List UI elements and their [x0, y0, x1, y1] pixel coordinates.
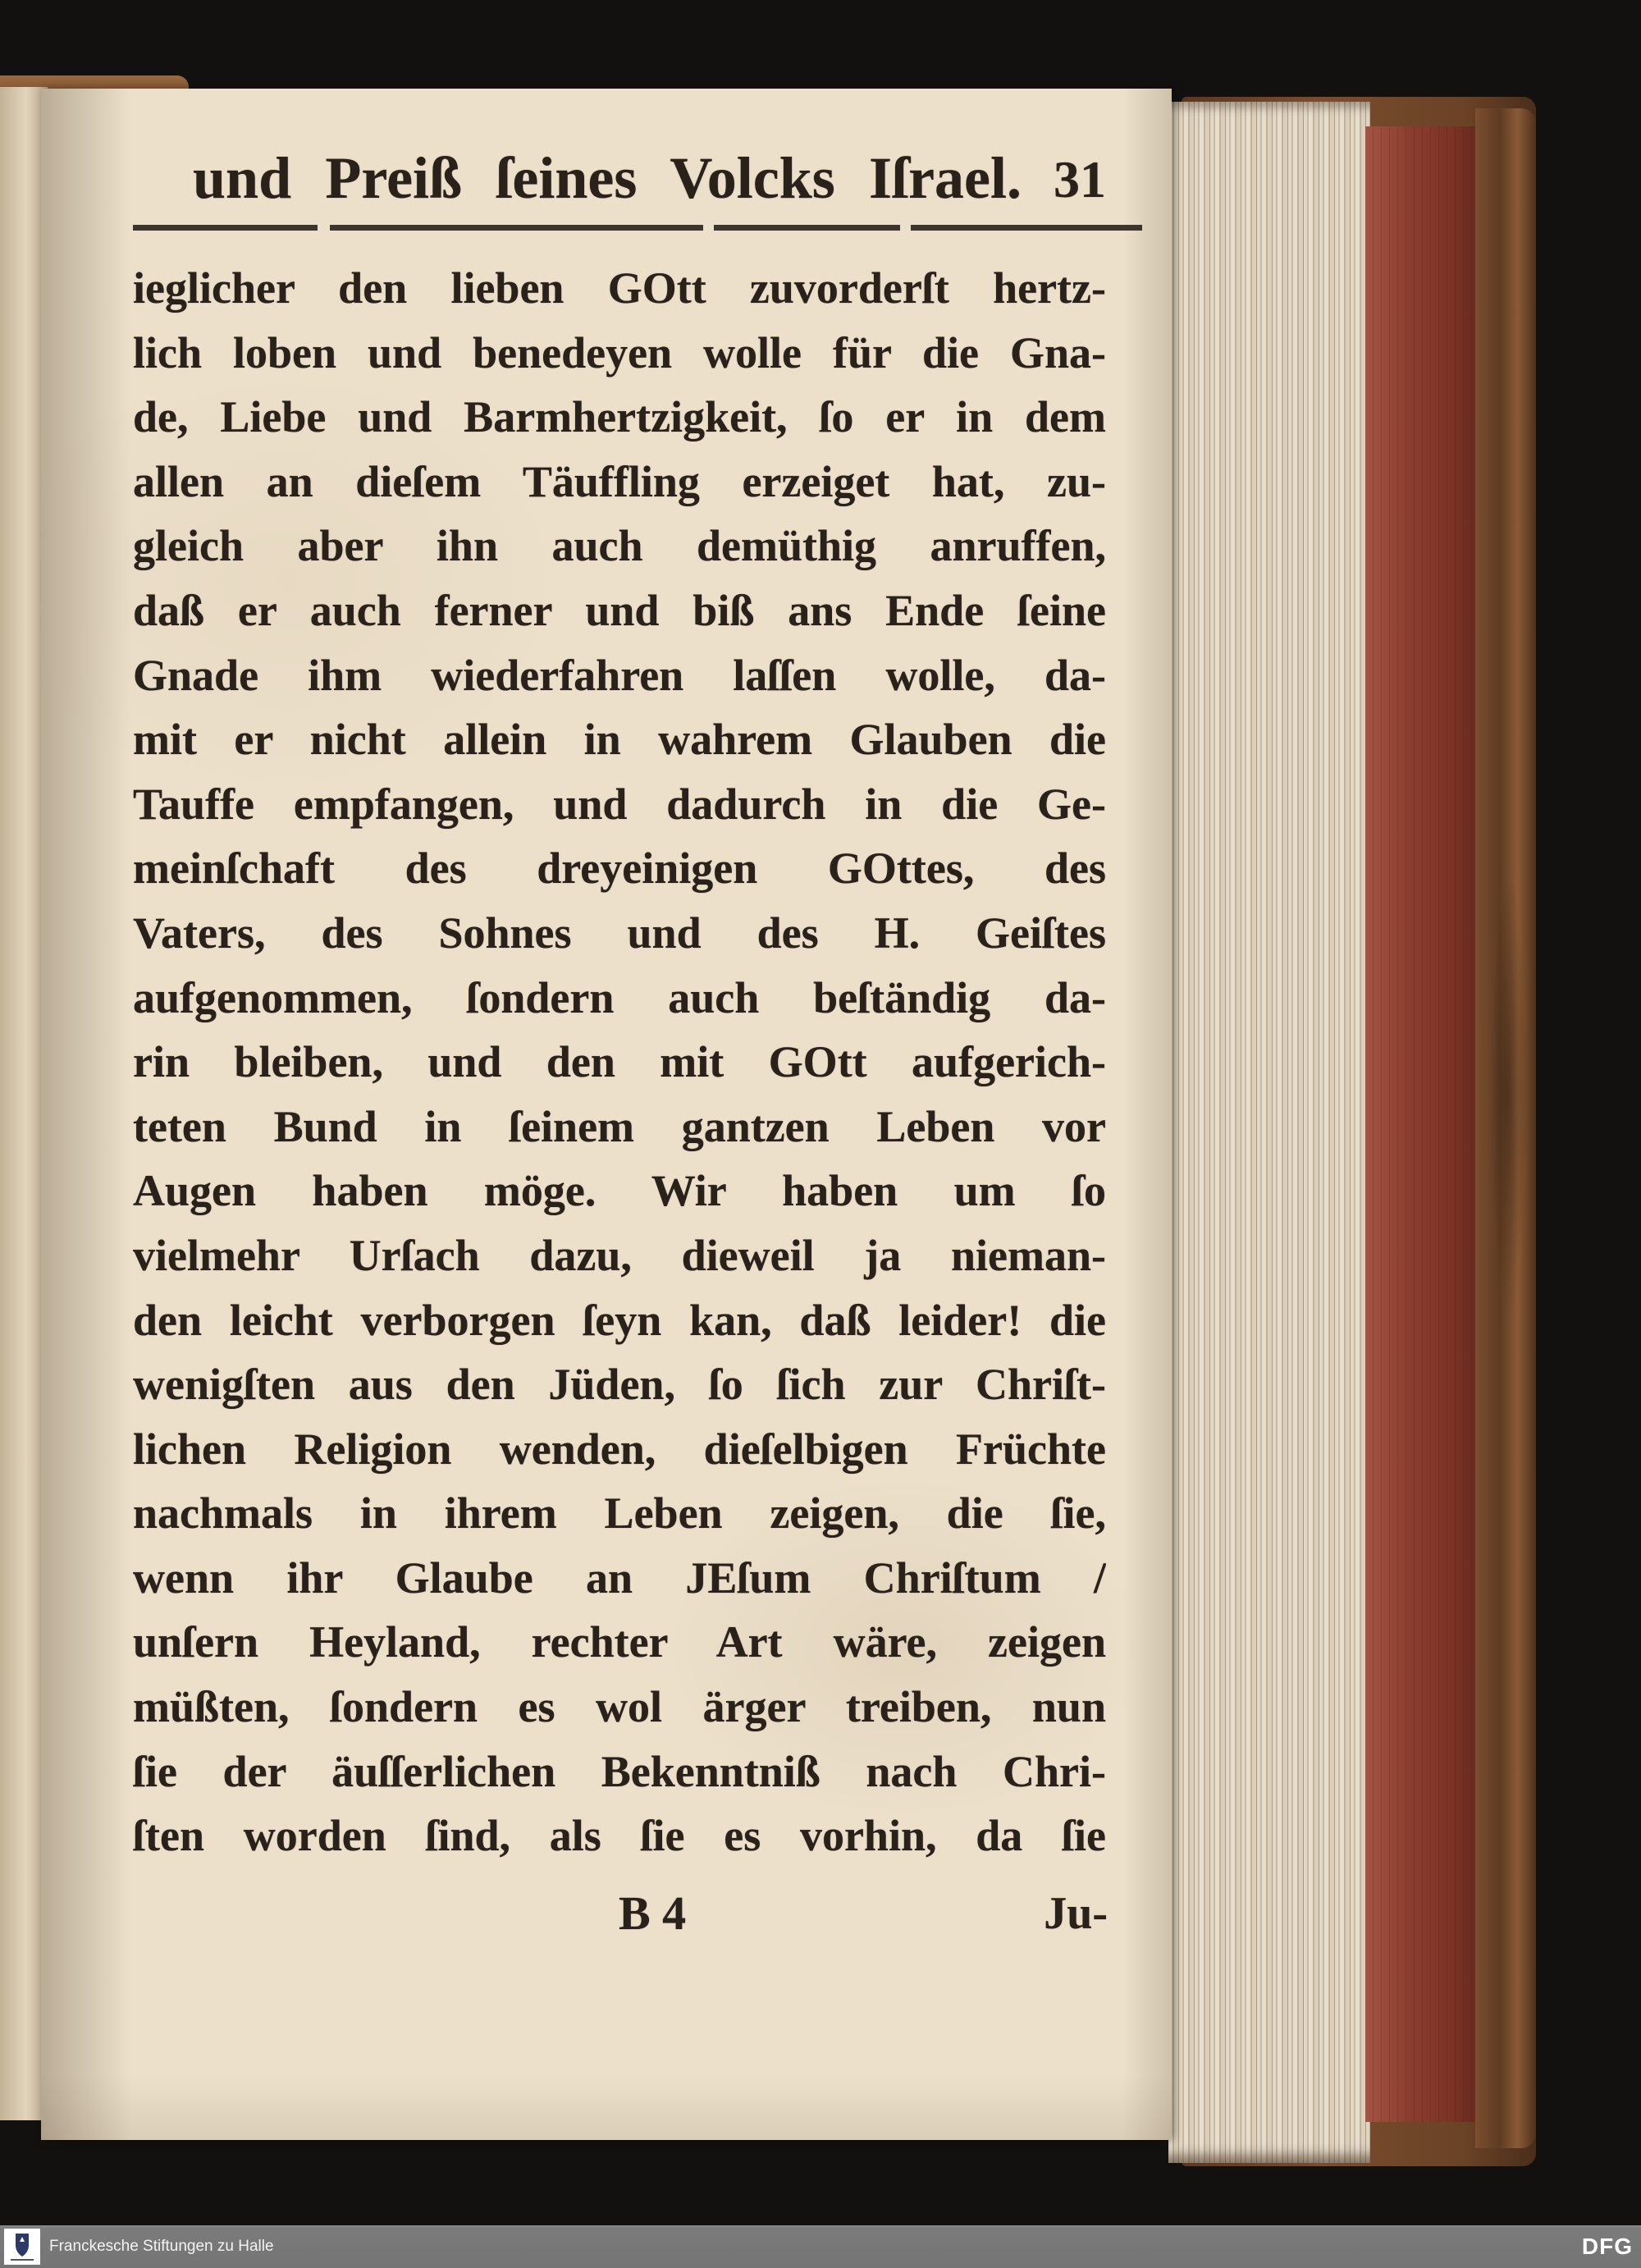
text-line: lichen Religion wenden, dieſelbigen Früchte: [133, 1424, 1106, 1474]
text-line: Augen haben möge. Wir haben um ſo: [133, 1166, 1106, 1216]
text-line: den leicht verborgen ſeyn kan, daß leider! die: [133, 1295, 1106, 1345]
text-line: lich loben und benedeyen wolle für die Gna-: [133, 327, 1106, 377]
text-line: gleich aber ihn auch demüthig anruffen,: [133, 521, 1106, 571]
page-fore-edge: [1168, 102, 1370, 2163]
dfg-logo: DFG: [1581, 2234, 1633, 2259]
running-head: und Preiß ſeines Volcks Iſrael.: [193, 145, 1022, 211]
text-line: wenigſten aus den Jüden, ſo ſich zur Chriſt-: [133, 1360, 1106, 1410]
catchword: Ju-: [1044, 1888, 1108, 1939]
institution-name: Franckesche Stiftungen zu Halle: [49, 2238, 274, 2255]
text-line: ſten worden ſind, als ſie es vorhin, da ſie: [133, 1811, 1106, 1861]
text-line: Vaters, des Sohnes und des H. Geiſtes: [133, 908, 1106, 958]
text-line: Tauffe empfangen, und dadurch in die Ge-: [133, 779, 1106, 829]
text-line: mit er nicht allein in wahrem Glauben die: [133, 715, 1106, 765]
signature-mark: B 4: [619, 1886, 687, 1940]
text-line: rin bleiben, und den mit GOtt aufgerich-: [133, 1037, 1106, 1087]
text-line: wenn ihr Glaube an JEſum Chriſtum /: [133, 1552, 1106, 1603]
footer-bar: [0, 2225, 1641, 2268]
text-line: aufgenommen, ſondern auch beſtändig da-: [133, 972, 1106, 1022]
text-line: vielmehr Urſach dazu, dieweil ja nieman-: [133, 1230, 1106, 1280]
text-line: de, Liebe und Barmhertzigkeit, ſo er in dem: [133, 392, 1106, 442]
text-line: Gnade ihm wiederfahren laſſen wolle, da-: [133, 650, 1106, 700]
text-line: teten Bund in ſeinem gantzen Leben vor: [133, 1101, 1106, 1151]
text-line: daß er auch ferner und biß ans Ende ſeine: [133, 585, 1106, 635]
header-rule: [133, 225, 1142, 231]
text-line: nachmals in ihrem Leben zeigen, die ſie,: [133, 1488, 1106, 1539]
page-number: 31: [1054, 150, 1106, 208]
book-page: [41, 89, 1172, 2140]
text-line: allen an dieſem Täuffling erzeiget hat, zu-: [133, 456, 1106, 506]
red-page-edge: [1365, 126, 1490, 2122]
text-line: ieglicher den lieben GOtt zuvorderſt hertz-: [133, 263, 1106, 313]
foundation-crest-icon: [4, 2229, 40, 2265]
text-line: unſern Heyland, rechter Art wäre, zeigen: [133, 1617, 1106, 1667]
text-line: meinſchaft des dreyeinigen GOttes, des: [133, 844, 1106, 894]
text-line: ſie der äuſſerlichen Bekenntniß nach Chri-: [133, 1746, 1106, 1796]
text-line: müßten, ſondern es wol ärger treiben, nun: [133, 1682, 1106, 1732]
body-text: [133, 256, 1106, 1868]
leather-board: [1475, 108, 1536, 2148]
